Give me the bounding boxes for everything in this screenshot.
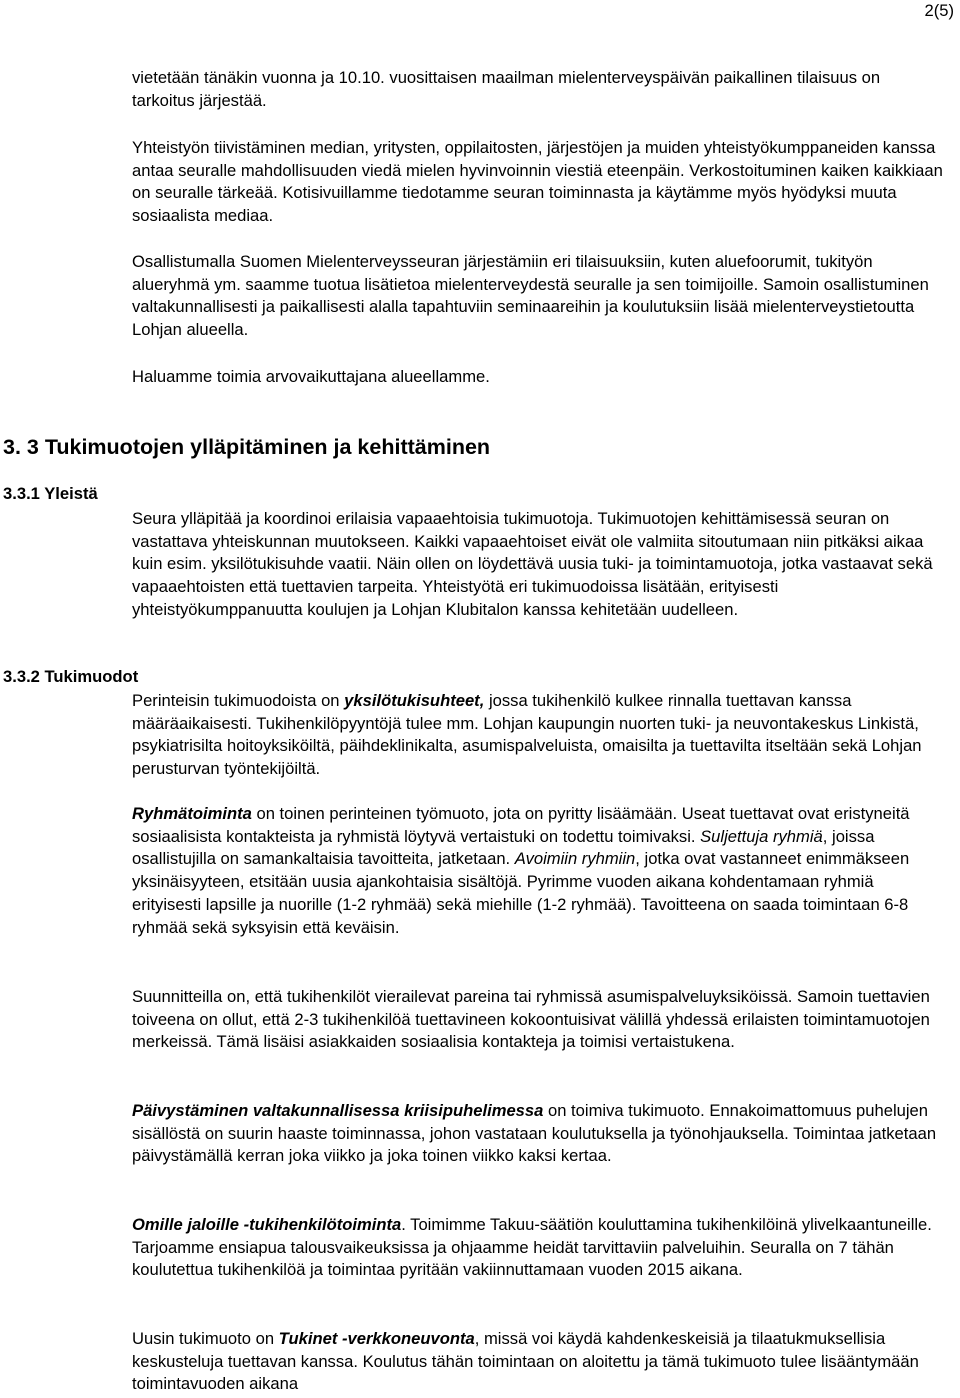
tukimuodot-paragraph-5: Omille jaloille -tukihenkilötoiminta. Toimimme Takuu-säätiön kouluttamina tukihenkilöinä ylivelkaantuneille. Tarjoamme ensiapua talousvaikeuksissa ja ohjaamme heidät tarvittaviin palveluihin. Seuralla on 7 tähän koulutettua tukihenkilöä ja toimintaa pyritään vakiinnuttamaan vuoden 2015 aikana.	[132, 1215, 932, 1280]
tukimuodot-paragraph-3: Suunnitteilla on, että tukihenkilöt vierailevat pareina tai ryhmissä asumispalveluyksiköissä. Samoin tuettavien toiveena on ollut, että 2-3 tukihenkilöä tuettavineen kokoontuisivat välillä yhdessä erilaisten toimintamuotojen merkeissä. Tämä lisäisi asiakkaiden sosiaalisia kontakteja ja toimisi vertaistukena.	[132, 987, 930, 1052]
tukimuodot-paragraph-4: Päivystäminen valtakunnallisessa kriisipuhelimessa on toimiva tukimuoto. Ennakoimattomuus puhelujen sisällöstä on suurin haaste toiminnassa, johon vastataan koulutuksella ja työnohjauksella. Toimintaa jatketaan päivystämällä kerran joka viikko ja joka toinen viikko kaksi kertaa.	[132, 1101, 937, 1166]
intro-paragraph-2: Yhteistyön tiivistäminen median, yritysten, oppilaitosten, järjestöjen ja muiden yhteistyökumppaneiden kanssa antaa seuralle mahdollisuuden viedä mielen hyvinvoinnin viestiä eteenpäin. Verkostoituminen kaiken kaikkiaan on seuralle tärkeää. Kotisivuillamme tiedotamme seuran toiminnasta ja käytämme myös hyödyksi muuta sosiaalista mediaa.	[132, 138, 943, 226]
tukimuodot-paragraph-1: Perinteisin tukimuodoista on yksilötukisuhteet, jossa tukihenkilö kulkee rinnalla tuettavan kanssa määräaikaisesti. Tukihenkilöpyyntöjä tulee mm. Lohjan kaupungin nuorten tuki- ja neuvontakeskus Linkistä, psykiatrisilta hoitoyksiköiltä, päihdeklinikalta, asumispalveluista, omaisilta ja tuettavilta itseltään sekä Lohjan perusturvan työntekijöiltä.	[132, 691, 922, 779]
section-heading-3-3: 3. 3 Tukimuotojen ylläpitäminen ja kehittäminen	[3, 435, 491, 459]
tukimuodot-paragraph-2: Ryhmätoiminta on toinen perinteinen työmuoto, jota on pyritty lisäämään. Useat tuettavat ovat eristyneitä sosiaalisista kontakteista ja ryhmistä löytyvä vertaistuki on todettu toimivaksi. Suljettuja ryhmiä, joissa osallistujilla on samankaltaisia tavoitteita, jatketaan. Avoimiin ryhmiin, jotka ovat vastanneet enimmäkseen yksinäisyyteen, etsitään uusia ajankohtaisia sisältöjä. Pyrimme vuoden aikana kohdentamaan ryhmiä erityisesti lapsille ja nuorille (1-2 ryhmää) sekä miehille (1-2 ryhmää). Tavoitteena on saada toimintaan 6-8 ryhmää sekä syksyisin että keväisin.	[132, 804, 910, 937]
subsection-heading-3-3-1: 3.3.1 Yleistä	[3, 484, 98, 503]
subsection-heading-3-3-2: 3.3.2 Tukimuodot	[3, 667, 139, 686]
intro-paragraph-3: Osallistumalla Suomen Mielenterveysseuran järjestämiin eri tilaisuuksiin, kuten aluefoorumit, tukityön alueryhmä ym. saamme tuotua lisätietoa mielenterveydestä seuralle ja sen toimijoille. Samoin osallistuminen valtakunnallisesti ja paikallisesti alalla tapahtuviin seminaareihin ja koulutuksiin lisää mielenterveystietoutta Lohjan alueella.	[132, 252, 929, 340]
tukimuodot-paragraph-6: Uusin tukimuoto on Tukinet -verkkoneuvonta, missä voi käydä kahdenkeskeisiä ja tilaatukmuksellisia keskusteluja tuettavan kanssa. Koulutus tähän toimintaan on aloitettu ja tämä tukimuoto tulee lisääntymään toimintavuoden aikana	[132, 1329, 919, 1394]
intro-paragraph-1: vietetään tänäkin vuonna ja 10.10. vuosittaisen maailman mielenterveyspäivän paikallinen tilaisuus on tarkoitus järjestää.	[132, 68, 881, 110]
intro-paragraph-4: Haluamme toimia arvovaikuttajana alueellamme.	[132, 367, 490, 386]
section-3-3-1-paragraph: Seura ylläpitää ja koordinoi erilaisia vapaaehtoisia tukimuotoja. Tukimuotojen kehittämisessä seuran on vastattava yhteiskunnan muutokseen. Kaikki vapaaehtoiset eivät ole valmiita sitoutumaan niin pitkäksi aikaa kuin esim. yksilötukisuhde vaatii. Näin ollen on löydettävä uusia tuki- ja toimintamuotoja, jotka vastaavat sekä vapaaehtoisten että tuettavien tarpeita. Yhteistyötä eri tukimuodoissa lisätään, erityisesti yhteistyökumppanuutta koulujen ja Lohjan Klubitalon kanssa kehitetään uudelleen.	[132, 509, 933, 619]
page-number: 2(5)	[924, 1, 954, 20]
